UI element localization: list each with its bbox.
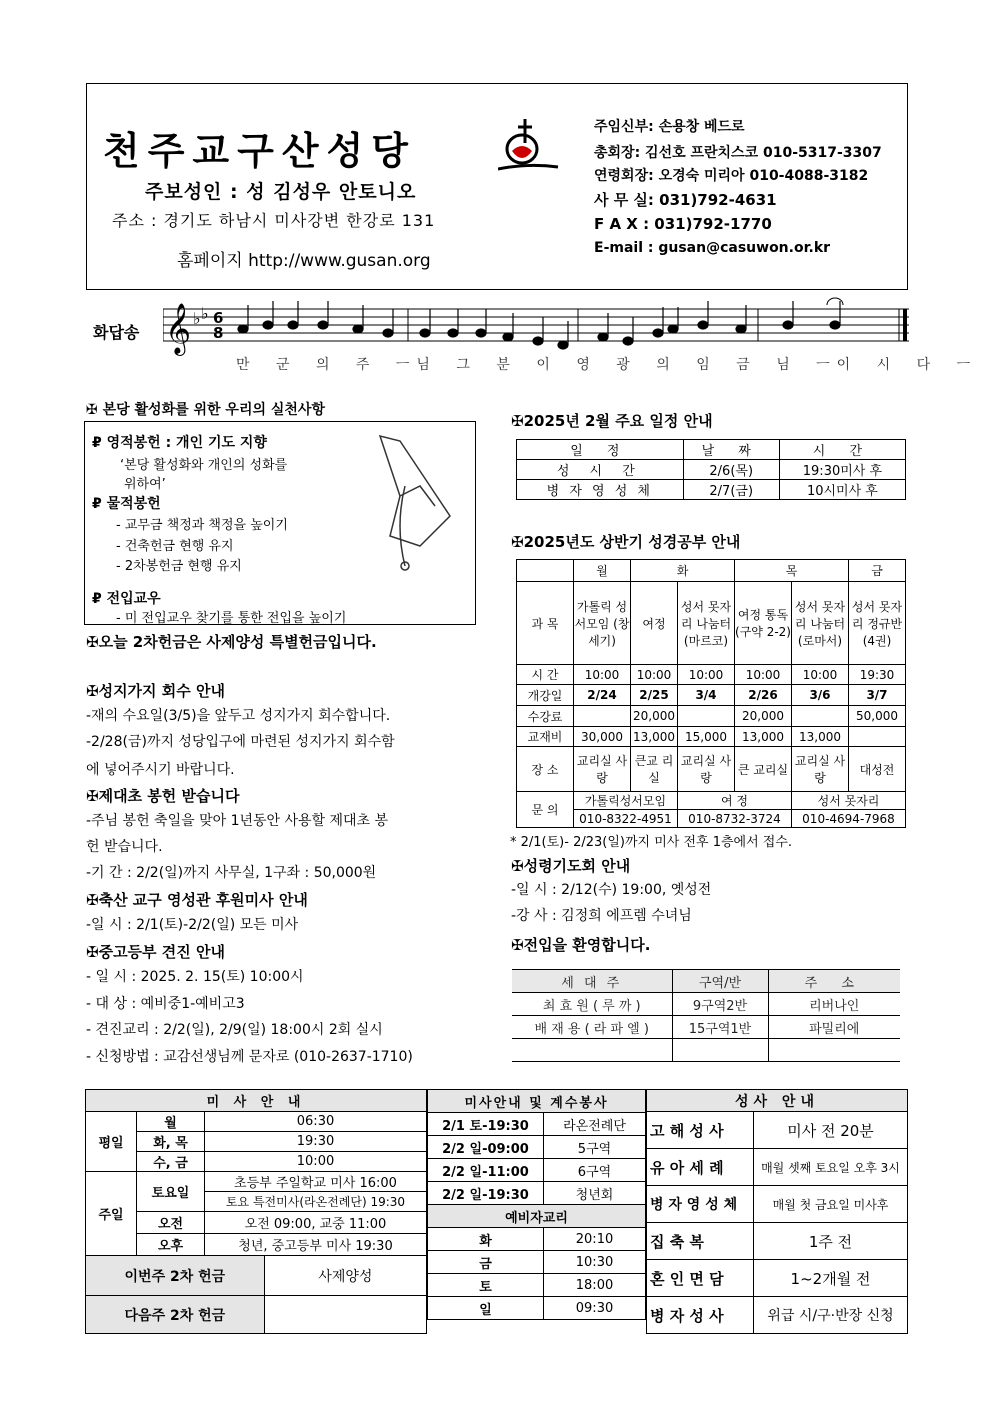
retreat-line: - 신청방법 : 교감선생님께 문자로 (010-2637-1710) xyxy=(86,1049,413,1065)
cell: 화, 목 xyxy=(137,1132,205,1152)
next-week-collection-label: 다음주 2차 헌금 xyxy=(86,1296,265,1334)
row-header: 교재비 xyxy=(517,727,574,747)
cell: 혼 인 면 담 xyxy=(647,1260,754,1297)
cell: 18:00 xyxy=(544,1274,646,1297)
cell: 병 자 영 성 체 xyxy=(647,1186,754,1223)
cross-icon: ✠ xyxy=(86,633,99,651)
bible-note: * 2/1(토)- 2/23(일)까지 미사 전후 1층에서 접수. xyxy=(510,835,793,850)
cell: 리버나인 xyxy=(768,993,900,1016)
table-row xyxy=(512,993,900,1016)
cell: 010-8732-3724 xyxy=(678,810,792,828)
music-staff xyxy=(163,297,909,359)
cell: 2/2 일-09:00 xyxy=(428,1136,544,1159)
this-week-collection: 사제양성 xyxy=(264,1256,426,1296)
row-header: 개강일 xyxy=(517,685,574,706)
table-row xyxy=(512,1016,900,1039)
cell: 토요 특전미사(라온전례단) 19:30 xyxy=(205,1192,427,1212)
cell: 오후 xyxy=(137,1234,205,1256)
practice-item: 위하여’ xyxy=(124,477,166,492)
sacrament-heading: 성사 안내 xyxy=(647,1090,908,1112)
cell: 1주 전 xyxy=(754,1223,908,1260)
practice-item: - 교무금 책정과 책정을 높이기 xyxy=(116,518,288,533)
cell: 오전 xyxy=(137,1212,205,1234)
cell: 교리실 사랑 xyxy=(678,747,735,792)
col-header: 구역/반 xyxy=(672,970,768,993)
table-row xyxy=(517,480,906,500)
cell xyxy=(512,1039,672,1062)
cell: 50,000 xyxy=(849,706,906,727)
palm-line: -2/28(금)까지 성당입구에 마련된 성지가지 회수함 xyxy=(86,734,395,750)
table-row xyxy=(512,1039,900,1062)
practice-item: ₽ 영적봉헌 : 개인 기도 지향 xyxy=(92,435,267,451)
practice-item: ₽ 전입교우 xyxy=(92,591,161,607)
cross-icon: ✠ xyxy=(511,412,524,430)
col-header: 세 대 주 xyxy=(512,970,672,993)
cell: 큰교 리실 xyxy=(631,747,678,792)
psalm-lyrics: 만 군 의 주 ㅡ님 그 분 이 영 광 의 임 금 님 ㅡ이 시 다 ㅡ xyxy=(236,357,978,373)
cell: 10:00 xyxy=(735,665,792,685)
row-header: 문 의 xyxy=(517,792,574,828)
cell: 19:30 xyxy=(205,1132,427,1152)
cell: 파밀리에 xyxy=(768,1016,900,1039)
cell: 큰 교리실 xyxy=(735,747,792,792)
cell: 라온전례단 xyxy=(544,1113,646,1136)
row-header: 평일 xyxy=(86,1112,137,1172)
next-week-collection xyxy=(264,1296,426,1334)
cell: 5구역 xyxy=(544,1136,646,1159)
cell: 여정 통독 (구약 2-2) xyxy=(735,582,792,665)
feb-schedule-table xyxy=(516,439,906,500)
bible-study-table xyxy=(516,559,906,828)
cell: 9구역2반 xyxy=(672,993,768,1016)
palm-heading: ✠성지가지 회수 안내 xyxy=(86,682,225,700)
col-header: 목 xyxy=(735,560,849,582)
cell: 토요일 xyxy=(137,1172,205,1212)
cross-icon: ✠ xyxy=(86,402,103,418)
col-header: 금 xyxy=(849,560,906,582)
cell: 청년회 xyxy=(544,1182,646,1205)
candle-line: -기 간 : 2/2(일)까지 사무실, 1구좌 : 50,000원 xyxy=(86,865,377,881)
cell: 1~2개월 전 xyxy=(754,1260,908,1297)
cell: 20,000 xyxy=(631,706,678,727)
cross-icon: ✠ xyxy=(86,943,99,961)
praying-hands-icon xyxy=(360,426,460,576)
cell: 위급 시/구·반장 신청 xyxy=(754,1297,908,1334)
homepage: 홈페이지 http://www.gusan.org xyxy=(177,251,431,271)
cross-icon: ✠ xyxy=(511,533,524,551)
cell: 대성전 xyxy=(849,747,906,792)
cell: 10:30 xyxy=(544,1251,646,1274)
col-header: 시 간 xyxy=(779,440,905,460)
cell: 토 xyxy=(428,1274,544,1297)
cell: 010-8322-4951 xyxy=(574,810,678,828)
cell: 성서 못자리 나눔터 (로마서) xyxy=(792,582,849,665)
cell: 20,000 xyxy=(735,706,792,727)
cell: 유 아 세 례 xyxy=(647,1149,754,1186)
cell: 10:00 xyxy=(631,665,678,685)
parish-logo-icon xyxy=(498,117,560,171)
cross-icon: ✠ xyxy=(86,891,99,909)
spirit-line: -강 사 : 김정희 에프렘 수녀님 xyxy=(511,908,692,924)
cell: 10:00 xyxy=(792,665,849,685)
practice-item: - 미 전입교우 찾기를 통한 전입을 높이기 xyxy=(116,611,347,626)
cell: 집 축 복 xyxy=(647,1223,754,1260)
address: 주소 : 경기도 하남시 미사강변 한강로 131 xyxy=(112,211,436,230)
cell: 3/6 xyxy=(792,685,849,706)
cell: 2/2 일-11:00 xyxy=(428,1159,544,1182)
col-header: 주 소 xyxy=(768,970,900,993)
cell: 청년, 중고등부 미사 19:30 xyxy=(205,1234,427,1256)
retreat-heading: ✠중고등부 견진 안내 xyxy=(86,943,225,961)
col-header: 화 xyxy=(631,560,735,582)
retreat-line: - 일 시 : 2025. 2. 15(토) 10:00시 xyxy=(86,969,304,985)
cell: 09:30 xyxy=(544,1297,646,1320)
cell: 010-4694-7968 xyxy=(792,810,906,828)
mass-table xyxy=(85,1089,427,1334)
cell: 10시미사 후 xyxy=(779,480,905,500)
cell: 2/1 토-19:30 xyxy=(428,1113,544,1136)
candle-heading: ✠제대초 봉헌 받습니다 xyxy=(86,787,240,805)
cell: 6구역 xyxy=(544,1159,646,1182)
cell: 15,000 xyxy=(678,727,735,747)
contact-funeral: 연령회장: 오경숙 미리아 010-4088-3182 xyxy=(594,168,869,184)
service-heading: 미사안내 및 계수봉사 xyxy=(428,1090,646,1113)
cell: 13,000 xyxy=(792,727,849,747)
sacrament-table xyxy=(646,1089,908,1334)
cell: 06:30 xyxy=(205,1112,427,1132)
cell: 10:00 xyxy=(205,1152,427,1172)
retreat-line: - 대 상 : 예비중1-예비고3 xyxy=(86,996,245,1012)
service-table xyxy=(427,1089,646,1320)
cell: 2/24 xyxy=(574,685,631,706)
cell: 일 xyxy=(428,1297,544,1320)
cell xyxy=(672,1039,768,1062)
svg-text:♭: ♭ xyxy=(193,309,201,328)
row-header: 시 간 xyxy=(517,665,574,685)
cell: 미사 전 20분 xyxy=(754,1112,908,1149)
candle-line: -주님 봉헌 축일을 맞아 1년동안 사용할 제대초 봉 xyxy=(86,813,389,829)
palm-line: 에 넣어주시기 바랍니다. xyxy=(86,762,235,778)
practice-heading: ✠ 본당 활성화를 위한 우리의 실천사항 xyxy=(86,402,325,418)
cell: 여 정 xyxy=(678,792,792,810)
cell: 13,000 xyxy=(631,727,678,747)
cell: 성서 못자리 나눔터 (마르코) xyxy=(678,582,735,665)
parish-title: 천주교구산성당 xyxy=(103,128,416,173)
cell: 10:00 xyxy=(678,665,735,685)
candle-line: 헌 받습니다. xyxy=(86,839,163,855)
catechumen-heading: 예비자교리 xyxy=(428,1205,646,1228)
cell: 10:00 xyxy=(574,665,631,685)
col-header: 날 짜 xyxy=(683,440,779,460)
contact-office: 사 무 실: 031)792-4631 xyxy=(594,191,777,209)
cross-icon: ✠ xyxy=(86,682,99,700)
cell: 2/26 xyxy=(735,685,792,706)
practice-item: ‘본당 활성화와 개인의 성화를 xyxy=(120,458,288,473)
cell: 병 자 성 사 xyxy=(647,1297,754,1334)
cell xyxy=(678,706,735,727)
palm-line: -재의 수요일(3/5)을 앞두고 성지가지 회수합니다. xyxy=(86,708,391,724)
cell: 19:30미사 후 xyxy=(779,460,905,480)
cell: 매월 셋째 토요일 오후 3시 xyxy=(754,1149,908,1186)
cross-icon: ✠ xyxy=(86,787,99,805)
cross-icon: ✠ xyxy=(511,857,524,875)
cell xyxy=(768,1039,900,1062)
patron-saint: 주보성인 : 성 김성우 안토니오 xyxy=(145,181,417,203)
cell: 30,000 xyxy=(574,727,631,747)
col-header: 일 정 xyxy=(517,440,684,460)
row-header: 장 소 xyxy=(517,747,574,792)
cell: 월 xyxy=(137,1112,205,1132)
cell: 화 xyxy=(428,1228,544,1251)
table-row xyxy=(517,460,906,480)
svg-text:𝄞: 𝄞 xyxy=(165,303,192,354)
contact-president: 총회장: 김선호 프란치스코 010-5317-3307 xyxy=(594,145,882,161)
cell: 고 해 성 사 xyxy=(647,1112,754,1149)
cell: 13,000 xyxy=(735,727,792,747)
cell: 가톨릭 성서모임 (창세기) xyxy=(574,582,631,665)
cell: 3/4 xyxy=(678,685,735,706)
feb-heading: ✠2025년 2월 주요 일정 안내 xyxy=(511,412,713,430)
practice-item: - 2차봉헌금 현행 유지 xyxy=(116,559,242,574)
cell: 19:30 xyxy=(849,665,906,685)
cell: 2/25 xyxy=(631,685,678,706)
svg-text:♭: ♭ xyxy=(201,304,209,323)
cell: 매월 첫 금요일 미사후 xyxy=(754,1186,908,1223)
this-week-collection-label: 이번주 2차 헌금 xyxy=(86,1256,265,1296)
cross-icon: ✠ xyxy=(511,936,524,954)
cell: 20:10 xyxy=(544,1228,646,1251)
cell: 2/7(금) xyxy=(683,480,779,500)
cell: 교리실 사랑 xyxy=(792,747,849,792)
cell xyxy=(574,706,631,727)
cell: 병 자 영 성 체 xyxy=(517,480,684,500)
contact-fax: F A X : 031)792-1770 xyxy=(594,215,772,233)
svg-text:8: 8 xyxy=(213,324,224,342)
spirit-line: -일 시 : 2/12(수) 19:00, 옛성전 xyxy=(511,882,712,898)
row-header: 수강료 xyxy=(517,706,574,727)
cell: 초등부 주일학교 미사 16:00 xyxy=(205,1172,427,1192)
cell: 성 시 간 xyxy=(517,460,684,480)
practice-item: - 건축헌금 현행 유지 xyxy=(116,539,234,554)
cell: 2/6(목) xyxy=(683,460,779,480)
mass-heading: 미 사 안 내 xyxy=(86,1090,427,1112)
practice-item: ₽ 물적봉헌 xyxy=(92,496,161,512)
svg-text:6: 6 xyxy=(213,309,224,327)
cong-heading: ✠축산 교구 영성관 후원미사 안내 xyxy=(86,891,308,909)
spirit-heading: ✠성령기도회 안내 xyxy=(511,857,631,875)
row-header: 과 목 xyxy=(517,582,574,665)
bible-heading: ✠2025년도 상반기 성경공부 안내 xyxy=(511,533,741,551)
psalm-label: 화답송 xyxy=(93,323,140,342)
cell: 오전 09:00, 교중 11:00 xyxy=(205,1212,427,1234)
cell: 수, 금 xyxy=(137,1152,205,1172)
contact-pastor: 주임신부: 손용창 베드로 xyxy=(594,119,745,135)
cell: 금 xyxy=(428,1251,544,1274)
cell: 가톨릭성서모임 xyxy=(574,792,678,810)
newcomer-table xyxy=(512,969,900,1062)
welcome-heading: ✠전입을 환영합니다. xyxy=(511,936,651,954)
row-header: 주일 xyxy=(86,1172,137,1256)
cell: 3/7 xyxy=(849,685,906,706)
cell: 2/2 일-19:30 xyxy=(428,1182,544,1205)
contact-email: E-mail : gusan@casuwon.or.kr xyxy=(594,240,831,256)
cell: 15구역1반 xyxy=(672,1016,768,1039)
cell xyxy=(849,727,906,747)
cell: 배 재 용 ( 라 파 엘 ) xyxy=(512,1016,672,1039)
cell: 최 효 원 ( 루 까 ) xyxy=(512,993,672,1016)
cong-line: -일 시 : 2/1(토)-2/2(일) 모든 미사 xyxy=(86,917,299,933)
cell: 성서 못자리 xyxy=(792,792,906,810)
cell xyxy=(792,706,849,727)
collection-notice: ✠오늘 2차헌금은 사제양성 특별헌금입니다. xyxy=(86,633,377,651)
retreat-line: - 견진교리 : 2/2(일), 2/9(일) 18:00시 2회 실시 xyxy=(86,1022,383,1038)
cell: 여정 xyxy=(631,582,678,665)
cell: 성서 못자리 정규반 (4권) xyxy=(849,582,906,665)
col-header: 월 xyxy=(574,560,631,582)
cell: 교리실 사랑 xyxy=(574,747,631,792)
